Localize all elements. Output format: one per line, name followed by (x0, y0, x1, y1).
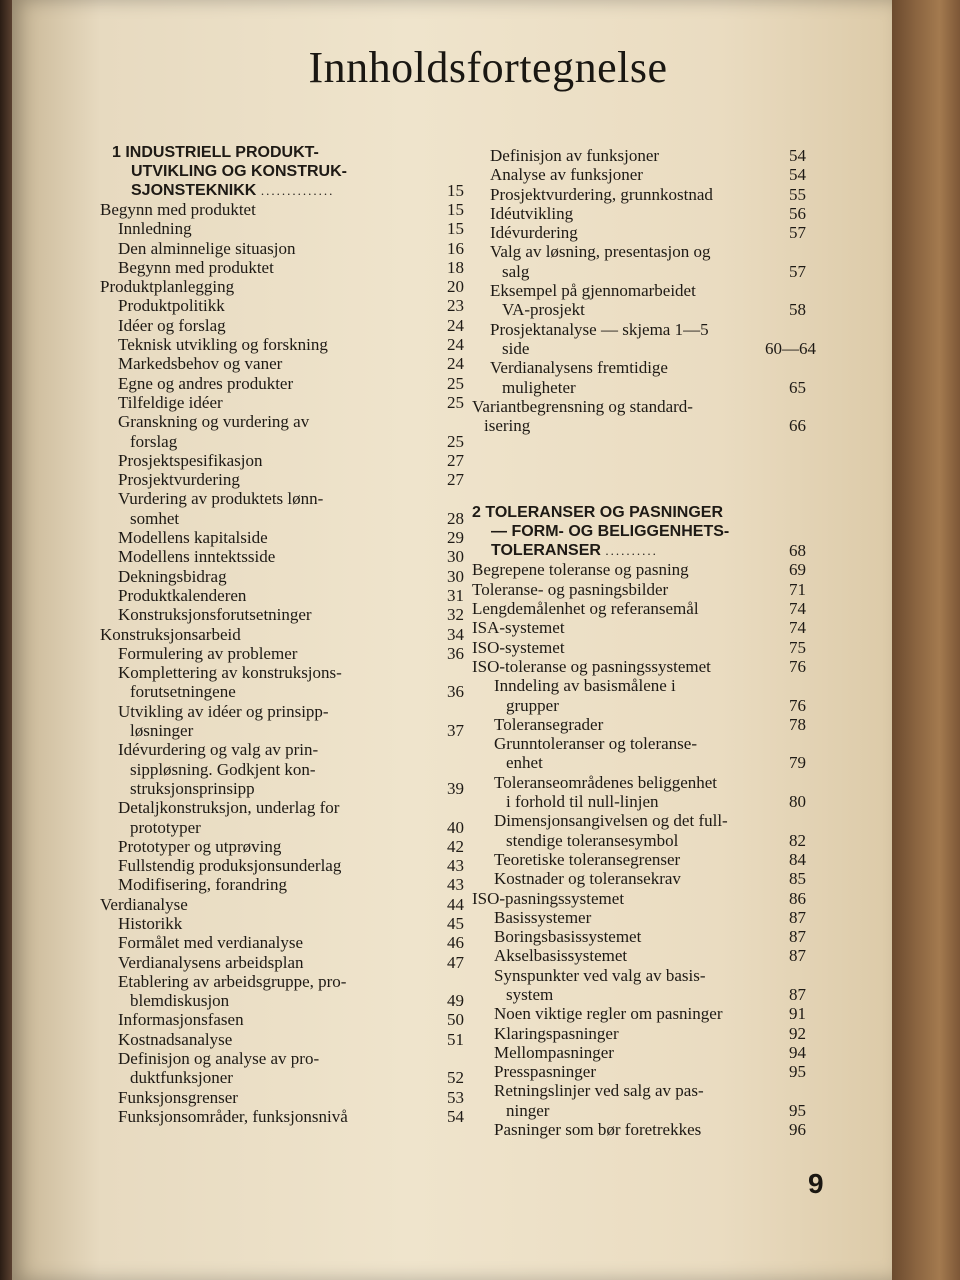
page-ref: 54 (447, 1106, 464, 1126)
toc-entry (100, 470, 464, 489)
toc-entry-text: Markedsbehov og vaner (118, 354, 283, 374)
toc-entry (472, 715, 806, 734)
chapter-title-line: — FORM- OG BELIGGENHETS- (491, 523, 730, 541)
chapter-heading-last-line: TOLERANSER .......... (491, 542, 658, 560)
table-surface-left (0, 0, 12, 1280)
chapter-number: 2 (472, 504, 481, 522)
toc-entry (472, 319, 816, 359)
toc-entry-text: Teoretiske toleransegrenser (494, 849, 681, 869)
toc-entry (100, 393, 464, 412)
toc-entry-text: Informasjonsfasen (118, 1010, 244, 1030)
page-ref: 43 (447, 875, 464, 895)
page-ref: 85 (789, 869, 806, 889)
page-ref: 87 (789, 946, 806, 966)
toc-entry-text: Akselbasissystemet (494, 946, 628, 966)
page-ref: 15 (447, 181, 464, 200)
toc-entry-text: stendige toleransesymbol (506, 830, 679, 850)
page-ref: 74 (789, 599, 806, 619)
toc-entry-text: Verdianalysens fremtidige (490, 358, 668, 378)
toc-entry-text: Fullstendig produksjonsunderlag (118, 856, 342, 876)
toc-entry-text: Prosjektspesifikasjon (118, 450, 263, 470)
page-ref: 76 (789, 656, 806, 676)
toc-entry-text: Funksjonsgrenser (118, 1087, 238, 1107)
toc-entry (472, 1043, 806, 1062)
toc-entry (472, 966, 806, 1005)
toc-entry-text: Begynn med produktet (118, 257, 274, 277)
page-ref: 16 (447, 238, 464, 258)
toc-entry-text: Eksempel på gjennomarbeidet (490, 281, 696, 301)
toc-entry (472, 773, 806, 812)
toc-entry (100, 933, 464, 952)
toc-entry (472, 946, 806, 965)
toc-entry (472, 1024, 806, 1043)
toc-entry (100, 1049, 464, 1088)
toc-entry (100, 200, 464, 219)
page-ref: 20 (447, 277, 464, 297)
toc-entry-text: ISO-pasningssystemet (472, 888, 625, 908)
toc-entry-text: enhet (506, 753, 543, 773)
toc-entry-text: Idévurdering (490, 223, 578, 243)
toc-entry-text: Granskning og vurdering av (118, 412, 310, 432)
toc-entry-text: Teknisk utvikling og forskning (118, 335, 328, 355)
toc-entry (472, 927, 806, 946)
toc-entry (472, 242, 806, 281)
page-ref: 50 (447, 1010, 464, 1030)
page-ref: 71 (789, 579, 806, 599)
toc-entry-text: grupper (506, 695, 559, 715)
chapter-heading-last-line: SJONSTEKNIKK .............. (131, 182, 335, 199)
toc-entry-text: Dekningsbidrag (118, 566, 227, 586)
toc-entry-text: Produktkalenderen (118, 585, 247, 605)
toc-entry (100, 528, 464, 547)
page-ref: 60—64 (765, 338, 816, 358)
page-ref: 25 (447, 431, 464, 451)
toc-entry-list (472, 560, 806, 1139)
page-ref: 40 (447, 817, 464, 837)
toc-entry-text: system (506, 984, 554, 1004)
toc-entry (100, 740, 464, 798)
toc-entry-text: Funksjonsområder, funksjonsnivå (118, 1106, 348, 1126)
toc-entry-text: Basissystemer (494, 907, 592, 927)
toc-entry-text: ISO-toleranse og pasningssystemet (472, 656, 711, 676)
toc-entry (100, 277, 464, 296)
toc-entry (472, 1004, 806, 1023)
page-ref: 47 (447, 952, 464, 972)
toc-entry-text: Analyse av funksjoner (490, 165, 643, 185)
page-ref: 23 (447, 296, 464, 316)
toc-entry (472, 185, 806, 204)
toc-entry-text: Utvikling av idéer og prinsipp- (118, 701, 329, 721)
toc-entry-text: Kostnadsanalyse (118, 1029, 233, 1049)
chapter-heading-line (112, 143, 430, 162)
toc-entry-text: Tilfeldige idéer (118, 392, 223, 412)
toc-entry (472, 397, 806, 436)
toc-entry (472, 676, 806, 715)
toc-entry-text: prototyper (130, 817, 201, 837)
toc-entry (100, 296, 464, 315)
toc-entry (100, 856, 464, 875)
toc-entry (472, 146, 806, 165)
toc-entry-text: Valg av løsning, presentasjon og (490, 242, 711, 262)
page-ref: 87 (789, 907, 806, 927)
toc-entry (100, 374, 464, 393)
page-ref: 57 (789, 261, 806, 281)
page-ref: 55 (789, 184, 806, 204)
page-ref: 66 (789, 416, 806, 436)
page-ref: 65 (789, 377, 806, 397)
page-ref: 28 (447, 508, 464, 528)
page-ref: 82 (789, 830, 806, 850)
toc-entry-text: Synspunkter ved valg av basis- (494, 965, 706, 985)
page-ref: 32 (447, 605, 464, 625)
page-ref: 27 (447, 450, 464, 470)
toc-entry-text: Definisjon og analyse av pro- (118, 1049, 320, 1069)
toc-entry (472, 908, 806, 927)
page-ref: 27 (447, 470, 464, 490)
toc-entry-text: somhet (130, 508, 180, 528)
toc-entry-text: sippløsning. Godkjent kon- (130, 759, 316, 779)
page-ref: 91 (789, 1004, 806, 1024)
toc-entry-text: Pasninger som bør foretrekkes (494, 1120, 702, 1140)
toc-entry-text: side (502, 338, 530, 358)
page-ref: 68 (789, 541, 806, 561)
page-ref: 34 (447, 624, 464, 644)
toc-entry-text: Mellompasninger (494, 1042, 614, 1062)
toc-entry (472, 599, 806, 618)
toc-entry-text: struksjonsprinsipp (130, 778, 255, 798)
toc-entry-text: Vurdering av produktets lønn- (118, 489, 324, 509)
page-ref: 29 (447, 528, 464, 548)
toc-entry (100, 239, 464, 258)
toc-entry (100, 895, 464, 914)
section-gap (472, 435, 806, 503)
toc-entry-list (100, 200, 464, 1126)
page-ref: 43 (447, 856, 464, 876)
toc-entry (100, 663, 464, 702)
page-ref: 25 (447, 373, 464, 393)
toc-entry-text: Definisjon av funksjoner (490, 146, 660, 165)
page-ref: 87 (789, 927, 806, 947)
toc-entry (472, 1081, 806, 1120)
page-ref: 18 (447, 257, 464, 277)
toc-entry (100, 489, 464, 528)
toc-entry (472, 1120, 806, 1139)
toc-entry-text: Idéutvikling (490, 203, 574, 223)
toc-entry-text: forslag (130, 431, 178, 451)
page-number: 9 (808, 1168, 824, 1199)
toc-entry (472, 165, 806, 184)
chapter-heading-1 (112, 143, 464, 200)
chapter-title-line: TOLERANSER OG PASNINGER (485, 504, 724, 522)
toc-entry (100, 547, 464, 566)
toc-entry-text: Historikk (118, 913, 183, 933)
toc-entry-text: Egne og andres produkter (118, 373, 294, 393)
page-ref: 92 (789, 1023, 806, 1043)
toc-entry-text: Klaringspasninger (494, 1023, 619, 1043)
toc-entry-text: Produktpolitikk (118, 296, 225, 316)
toc-entry-text: Idéer og forslag (118, 315, 226, 335)
toc-entry (100, 702, 464, 741)
toc-entry-text: ninger (506, 1100, 550, 1120)
toc-entry (472, 657, 806, 676)
toc-entry (100, 972, 464, 1011)
page-ref: 25 (447, 392, 464, 412)
page-ref: 51 (447, 1029, 464, 1049)
toc-entry-text: Formålet med verdianalyse (118, 933, 304, 953)
page-ref: 95 (789, 1100, 806, 1120)
page-ref: 31 (447, 585, 464, 605)
toc-entry-text: Toleransegrader (494, 714, 604, 734)
toc-entry (100, 412, 464, 451)
page-ref: 74 (789, 618, 806, 638)
page-ref: 84 (789, 849, 806, 869)
toc-entry (100, 1010, 464, 1029)
toc-entry (100, 605, 464, 624)
page-ref: 80 (789, 792, 806, 812)
toc-entry-text: Konstruksjonsarbeid (100, 624, 241, 644)
toc-entry (100, 625, 464, 644)
page-ref: 56 (789, 203, 806, 223)
toc-entry-text: Konstruksjonsforutsetninger (118, 605, 312, 625)
toc-entry (100, 798, 464, 837)
toc-entry-text: Verdianalyse (100, 894, 188, 914)
toc-entry-text: Modellens kapitalside (118, 528, 268, 548)
toc-entry (100, 1030, 464, 1049)
toc-entry-text: VA-prosjekt (502, 300, 585, 320)
chapter-title-line: SJONSTEKNIKK (131, 182, 257, 199)
toc-entry-text: Begrepene toleranse og pasning (472, 560, 689, 580)
toc-entry-text: Modellens inntektsside (118, 547, 276, 567)
chapter-heading-2 (472, 503, 806, 560)
toc-entry-text: Etablering av arbeidsgruppe, pro- (118, 971, 347, 991)
toc-entry (100, 354, 464, 373)
page-ref: 96 (789, 1120, 806, 1140)
chapter-title-line: INDUSTRIELL PRODUKT- (125, 144, 319, 161)
page-ref: 75 (789, 637, 806, 657)
toc-entry-text: Noen viktige regler om pasninger (494, 1004, 723, 1024)
toc-entry (100, 644, 464, 663)
page-ref: 95 (789, 1062, 806, 1082)
page-ref: 87 (789, 984, 806, 1004)
toc-entry (100, 914, 464, 933)
toc-entry-text: muligheter (502, 377, 576, 397)
page-ref: 42 (447, 836, 464, 856)
toc-entry (100, 451, 464, 470)
chapter-number: 1 (112, 144, 121, 161)
page-ref: 79 (789, 753, 806, 773)
toc-entry-text: Komplettering av konstruksjons- (118, 663, 342, 683)
page-ref: 24 (447, 335, 464, 355)
toc-entry (100, 875, 464, 894)
toc-entry-text: blemdiskusjon (130, 991, 230, 1011)
page-ref: 52 (447, 1068, 464, 1088)
page-ref: 78 (789, 714, 806, 734)
toc-entry (472, 1062, 806, 1081)
page-ref: 30 (447, 566, 464, 586)
toc-entry-text: Toleranseområdenes beliggenhet (494, 772, 718, 792)
chapter-heading-line (472, 503, 772, 522)
chapter-title-line: UTVIKLING OG KONSTRUK- (131, 163, 347, 180)
toc-entry (100, 586, 464, 605)
page-ref: 54 (789, 146, 806, 165)
page-ref: 57 (789, 223, 806, 243)
toc-entry (100, 335, 464, 354)
toc-entry-text: Idévurdering og valg av prin- (118, 740, 319, 760)
toc-entry-text: Verdianalysens arbeidsplan (118, 952, 304, 972)
toc-entry-text: Prosjektvurdering, grunnkostnad (490, 184, 713, 204)
page-ref: 45 (447, 913, 464, 933)
page-ref: 94 (789, 1042, 806, 1062)
toc-entry-text: Den alminnelige situasjon (118, 238, 296, 258)
toc-entry-text: Detaljkonstruksjon, underlag for (118, 798, 340, 818)
toc-entry-text: ISO-systemet (472, 637, 565, 657)
page-title: Innholdsfortegnelse (308, 43, 668, 92)
toc-entry (100, 567, 464, 586)
page-ref: 49 (447, 991, 464, 1011)
page-ref: 36 (447, 682, 464, 702)
toc-entry (472, 734, 806, 773)
toc-entry (472, 638, 806, 657)
toc-entry-text: Prototyper og utprøving (118, 836, 282, 856)
toc-entry (100, 953, 464, 972)
toc-entry (100, 219, 464, 238)
toc-entry-text: Toleranse- og pasningsbilder (472, 579, 669, 599)
page-ref: 69 (789, 560, 806, 580)
page-ref: 46 (447, 933, 464, 953)
toc-entry (472, 560, 806, 579)
page-ref: 36 (447, 643, 464, 663)
toc-entry-text: løsninger (130, 721, 194, 741)
toc-left-column (100, 143, 464, 1126)
page-ref: 15 (447, 219, 464, 239)
toc-entry-text: Variantbegrensning og standard- (472, 396, 693, 416)
toc-entry (100, 1088, 464, 1107)
toc-entry-text: Presspasninger (494, 1062, 596, 1082)
page-ref: 53 (447, 1087, 464, 1107)
toc-entry-text: salg (502, 261, 530, 281)
toc-entry (472, 811, 806, 850)
toc-entry-text: Begynn med produktet (100, 200, 256, 219)
toc-right-column (472, 146, 816, 1140)
toc-entry-text: Inndeling av basismålene i (494, 676, 676, 696)
page-ref: 58 (789, 300, 806, 320)
page-ref: 44 (447, 894, 464, 914)
page-ref: 86 (789, 888, 806, 908)
toc-entry-list (472, 146, 816, 436)
page-ref: 76 (789, 695, 806, 715)
table-surface-right (892, 0, 960, 1280)
toc-entry-text: Grunntoleranser og toleranse- (494, 734, 697, 754)
toc-entry (100, 1107, 464, 1126)
toc-entry-text: Innledning (118, 219, 192, 239)
toc-entry (472, 223, 806, 242)
toc-entry-text: Prosjektvurdering (118, 470, 240, 490)
page-ref: 54 (789, 165, 806, 185)
toc-entry-text: Produktplanlegging (100, 277, 235, 297)
toc-entry (472, 204, 806, 223)
toc-entry-text: Kostnader og toleransekrav (494, 869, 681, 889)
page-ref: 15 (447, 200, 464, 219)
page-ref: 39 (447, 778, 464, 798)
toc-entry (472, 618, 806, 637)
page-ref: 24 (447, 315, 464, 335)
toc-entry-text: isering (484, 416, 531, 436)
toc-entry (472, 580, 806, 599)
toc-entry-text: Formulering av problemer (118, 643, 298, 663)
toc-entry (472, 869, 806, 888)
toc-entry-text: forutsetningene (130, 682, 236, 702)
toc-entry-text: i forhold til null-linjen (506, 792, 659, 812)
toc-entry-text: Prosjektanalyse — skjema 1—5 (490, 319, 709, 339)
chapter-title-line: TOLERANSER (491, 542, 601, 560)
toc-entry (472, 889, 806, 908)
toc-entry-text: Boringsbasissystemet (494, 927, 642, 947)
toc-entry-text: Modifisering, forandring (118, 875, 288, 895)
toc-entry (472, 358, 806, 397)
toc-entry (100, 837, 464, 856)
page-ref: 24 (447, 354, 464, 374)
toc-entry-text: Retningslinjer ved salg av pas- (494, 1081, 704, 1101)
toc-entry (472, 281, 806, 320)
page-ref: 37 (447, 721, 464, 741)
toc-entry (100, 258, 464, 277)
page-ref: 30 (447, 547, 464, 567)
toc-entry-text: Lengdemålenhet og referansemål (472, 599, 699, 619)
toc-entry-text: duktfunksjoner (130, 1068, 233, 1088)
toc-entry-text: ISA-systemet (472, 618, 565, 638)
toc-entry (100, 316, 464, 335)
toc-entry-text: Dimensjonsangivelsen og det full- (494, 811, 728, 831)
toc-entry (472, 850, 806, 869)
